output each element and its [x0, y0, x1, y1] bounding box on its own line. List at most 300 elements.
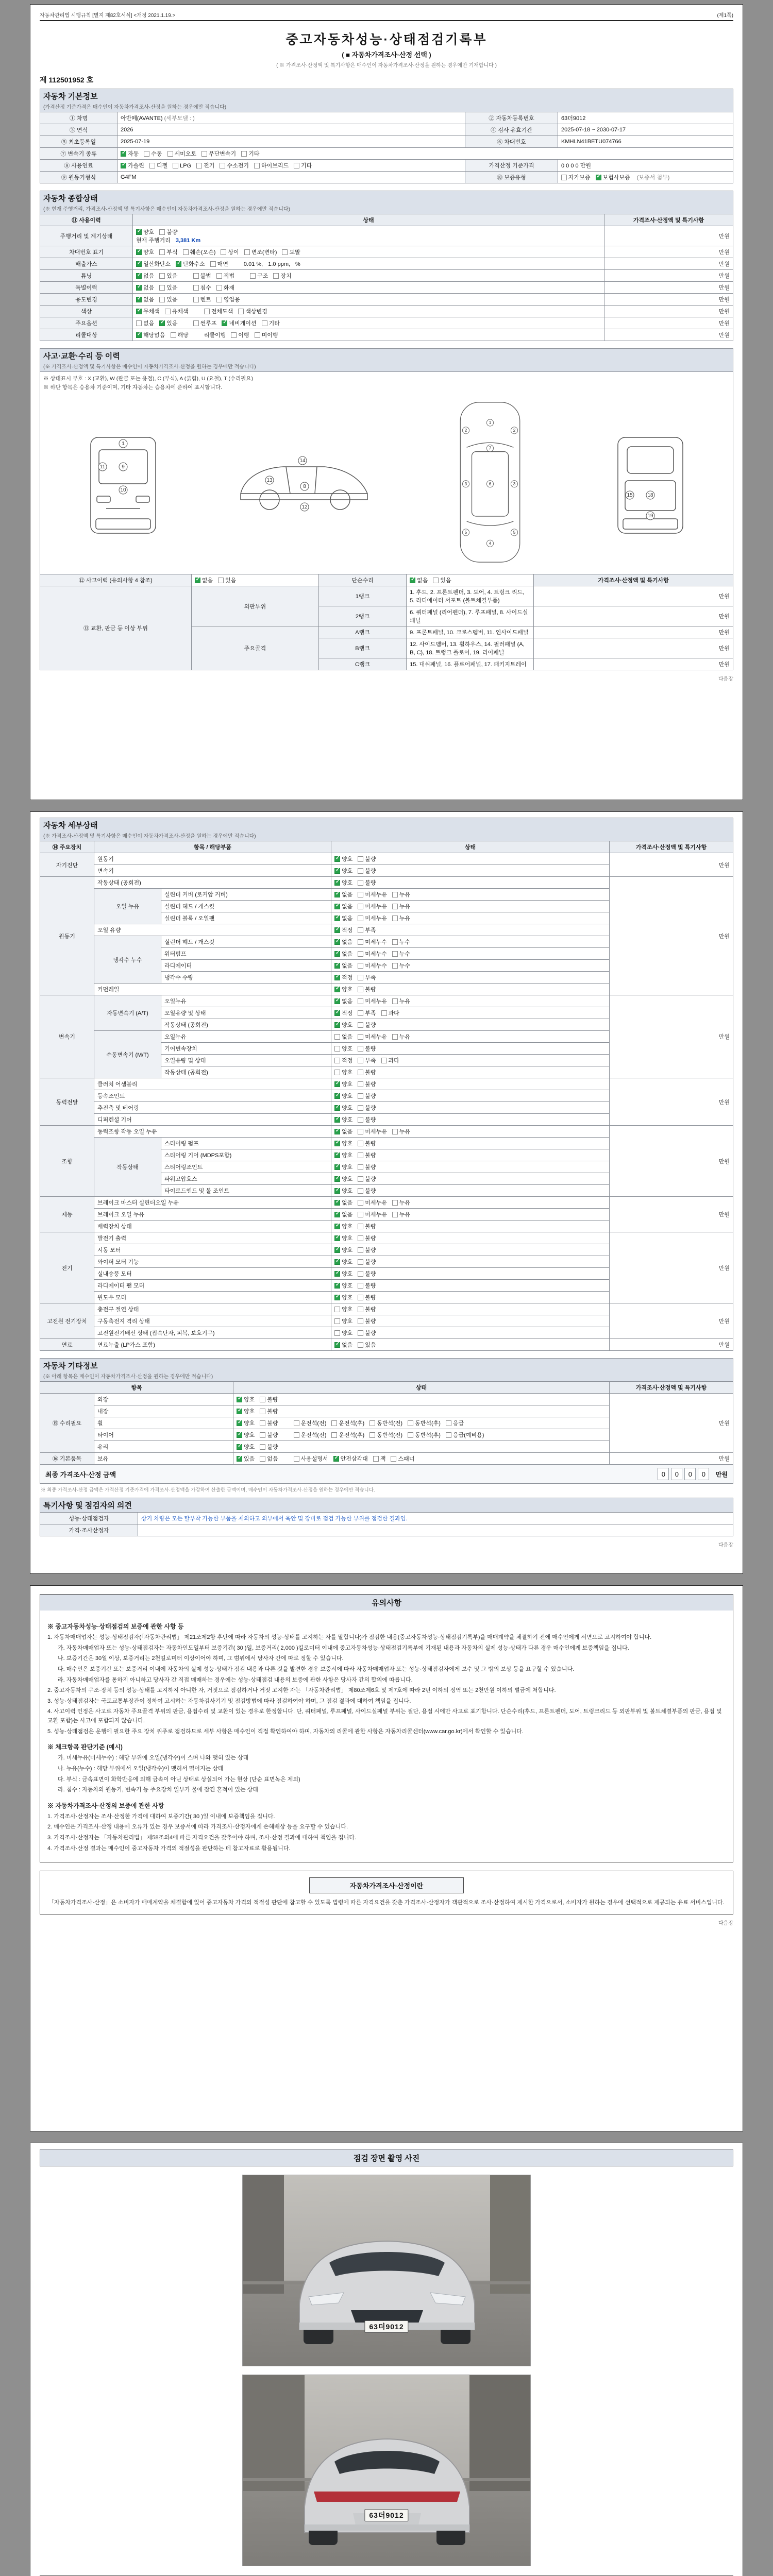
option-수소전기[interactable]: 수소전기 — [220, 161, 249, 170]
checkbox-checked-icon[interactable] — [334, 1212, 340, 1217]
checkbox-unchecked-icon[interactable] — [262, 320, 267, 326]
checkbox-checked-icon[interactable] — [334, 963, 340, 969]
option-미이행[interactable]: 미이행 — [255, 331, 278, 339]
option-구조[interactable]: 구조 — [250, 272, 268, 280]
checkbox-unchecked-icon[interactable] — [369, 1420, 375, 1426]
option-부족[interactable]: 부족 — [358, 1056, 376, 1064]
option-양호[interactable]: ✓양호 — [136, 228, 154, 236]
option-불량[interactable]: 불량 — [358, 855, 376, 863]
option-없음[interactable]: ✓ 없음 — [334, 1341, 352, 1349]
option-무단변속기[interactable]: 무단변속기 — [201, 149, 236, 158]
checkbox-checked-icon[interactable] — [334, 1022, 340, 1028]
checkbox-checked-icon[interactable] — [333, 1456, 339, 1462]
checkbox-unchecked-icon[interactable] — [294, 1420, 299, 1426]
checkbox-unchecked-icon[interactable] — [159, 285, 165, 291]
checkbox-checked-icon[interactable] — [222, 320, 227, 326]
option-양호[interactable]: ✓ 양호 — [334, 1258, 352, 1266]
checkbox-checked-icon[interactable] — [121, 151, 126, 157]
checkbox-checked-icon[interactable] — [159, 320, 165, 326]
checkbox-unchecked-icon[interactable] — [392, 1129, 398, 1134]
option-안전삼각대[interactable]: ✓ 안전삼각대 — [333, 1454, 368, 1463]
option-불량[interactable]: 불량 — [260, 1443, 278, 1451]
checkbox-unchecked-icon[interactable] — [392, 1200, 398, 1206]
option-운전석(전)[interactable]: 운전석(전) — [294, 1419, 327, 1427]
option-응급(예비용)[interactable]: 응급(예비용) — [446, 1431, 484, 1439]
option-전체도색[interactable]: 전체도색 — [204, 307, 233, 315]
option-누유[interactable]: 누유 — [392, 1127, 410, 1136]
option-잭[interactable]: 잭 — [373, 1454, 386, 1463]
checkbox-unchecked-icon[interactable] — [331, 1432, 337, 1438]
checkbox-checked-icon[interactable] — [334, 1224, 340, 1229]
checkbox-unchecked-icon[interactable] — [561, 175, 567, 180]
option-없음[interactable]: ✓ 없음 — [195, 576, 213, 584]
option-없음[interactable]: ✓ 없음 — [334, 1127, 352, 1136]
option-불량[interactable]: 불량 — [260, 1395, 278, 1403]
option-기타[interactable]: 기타 — [294, 161, 312, 170]
option-있음[interactable]: ✓ 있음 — [159, 319, 177, 327]
checkbox-unchecked-icon[interactable] — [358, 1212, 363, 1217]
checkbox-unchecked-icon[interactable] — [334, 1070, 340, 1075]
checkbox-unchecked-icon[interactable] — [433, 578, 439, 583]
option-도말[interactable]: 도말 — [282, 248, 300, 256]
option-없음[interactable]: ✓ 없음 — [334, 950, 352, 958]
option-부족[interactable]: 부족 — [358, 926, 376, 934]
checkbox-unchecked-icon[interactable] — [260, 1397, 265, 1402]
option-탄화수소[interactable]: ✓ 탄화수소 — [176, 260, 205, 268]
checkbox-checked-icon[interactable] — [596, 175, 601, 180]
option-없음[interactable]: ✓ 없음 — [334, 902, 352, 910]
option-미세누유[interactable]: 미세누유 — [358, 890, 387, 899]
checkbox-unchecked-icon[interactable] — [381, 1010, 387, 1016]
option-없음[interactable]: ✓ 없음 — [136, 272, 154, 280]
option-양호[interactable]: ✓ 양호 — [237, 1407, 255, 1415]
checkbox-unchecked-icon[interactable] — [216, 297, 222, 302]
option-양호[interactable]: ✓ 양호 — [334, 1115, 352, 1124]
option-불량[interactable]: 불량 — [358, 1163, 376, 1171]
checkbox-unchecked-icon[interactable] — [358, 1330, 363, 1336]
option-응급[interactable]: 응급 — [446, 1419, 464, 1427]
option-침수[interactable]: 침수 — [193, 283, 211, 292]
option-양호[interactable]: ✓ 양호 — [334, 1151, 352, 1159]
checkbox-unchecked-icon[interactable] — [358, 1235, 363, 1241]
option-누유[interactable]: 누유 — [392, 997, 410, 1005]
checkbox-unchecked-icon[interactable] — [358, 1164, 363, 1170]
option-기타[interactable]: 기타 — [262, 319, 280, 327]
checkbox-unchecked-icon[interactable] — [358, 1259, 363, 1265]
option-양호[interactable]: ✓ 양호 — [237, 1443, 255, 1451]
checkbox-unchecked-icon[interactable] — [221, 249, 226, 255]
option-없음[interactable]: 없음 — [136, 319, 154, 327]
checkbox-unchecked-icon[interactable] — [381, 1058, 387, 1063]
checkbox-unchecked-icon[interactable] — [358, 880, 363, 886]
checkbox-unchecked-icon[interactable] — [193, 320, 199, 326]
next-page-link[interactable]: 다음장 — [718, 1920, 733, 1926]
checkbox-unchecked-icon[interactable] — [149, 163, 155, 168]
option-해당없음[interactable]: ✓ 해당없음 — [136, 331, 165, 339]
checkbox-unchecked-icon[interactable] — [144, 151, 149, 157]
option-미세누수[interactable]: 미세누수 — [358, 938, 387, 946]
option-없음[interactable]: ✓ 없음 — [334, 938, 352, 946]
checkbox-unchecked-icon[interactable] — [193, 273, 199, 279]
option-훼손(오손)[interactable]: 훼손(오손) — [183, 248, 216, 256]
option-양호[interactable]: ✓ 양호 — [334, 855, 352, 863]
option-양호[interactable]: ✓ 양호 — [334, 1080, 352, 1088]
checkbox-unchecked-icon[interactable] — [358, 1188, 363, 1194]
checkbox-unchecked-icon[interactable] — [358, 868, 363, 874]
option-미세누수[interactable]: 미세누수 — [358, 961, 387, 970]
option-과다[interactable]: 과다 — [381, 1009, 399, 1017]
option-불량[interactable]: 불량 — [159, 228, 177, 236]
option-동반석(후)[interactable]: 동반석(후) — [408, 1431, 441, 1439]
option-불량[interactable]: 불량 — [358, 1175, 376, 1183]
checkbox-unchecked-icon[interactable] — [201, 151, 207, 157]
checkbox-unchecked-icon[interactable] — [358, 963, 363, 969]
checkbox-unchecked-icon[interactable] — [255, 332, 260, 338]
checkbox-unchecked-icon[interactable] — [446, 1420, 451, 1426]
checkbox-unchecked-icon[interactable] — [392, 916, 398, 921]
checkbox-checked-icon[interactable] — [334, 1295, 340, 1300]
option-누수[interactable]: 누수 — [392, 950, 410, 958]
option-미세누유[interactable]: 미세누유 — [358, 1127, 387, 1136]
checkbox-checked-icon[interactable] — [334, 1153, 340, 1158]
option-양호[interactable]: ✓ 양호 — [237, 1419, 255, 1427]
checkbox-unchecked-icon[interactable] — [358, 951, 363, 957]
checkbox-unchecked-icon[interactable] — [358, 892, 363, 897]
option-없음[interactable]: ✓ 없음 — [334, 914, 352, 922]
checkbox-unchecked-icon[interactable] — [254, 163, 260, 168]
checkbox-unchecked-icon[interactable] — [358, 1224, 363, 1229]
option-양호[interactable]: 양호 — [334, 1044, 352, 1053]
checkbox-unchecked-icon[interactable] — [238, 309, 244, 314]
checkbox-checked-icon[interactable] — [237, 1444, 242, 1450]
option-불량[interactable]: 불량 — [358, 1080, 376, 1088]
checkbox-checked-icon[interactable] — [334, 904, 340, 909]
option-불법[interactable]: 불법 — [193, 272, 211, 280]
checkbox-unchecked-icon[interactable] — [136, 320, 142, 326]
option-유채색[interactable]: 유채색 — [165, 307, 189, 315]
checkbox-unchecked-icon[interactable] — [196, 163, 202, 168]
option-스패너[interactable]: 스패너 — [391, 1454, 414, 1463]
checkbox-unchecked-icon[interactable] — [392, 904, 398, 909]
option-영업용[interactable]: 영업용 — [216, 295, 240, 303]
option-보험사보증[interactable]: ✓ 보험사보증 — [596, 173, 630, 181]
checkbox-unchecked-icon[interactable] — [216, 273, 222, 279]
option-변조(변타)[interactable]: 변조(변타) — [244, 248, 277, 256]
option-불량[interactable]: 불량 — [260, 1431, 278, 1439]
checkbox-unchecked-icon[interactable] — [358, 1342, 363, 1348]
option-부식[interactable]: 부식 — [159, 248, 177, 256]
checkbox-unchecked-icon[interactable] — [446, 1432, 451, 1438]
checkbox-unchecked-icon[interactable] — [358, 1117, 363, 1123]
option-불량[interactable]: 불량 — [260, 1419, 278, 1427]
option-누유[interactable]: 누유 — [392, 1032, 410, 1041]
checkbox-unchecked-icon[interactable] — [358, 1010, 363, 1016]
checkbox-unchecked-icon[interactable] — [159, 249, 165, 255]
option-있음[interactable]: ✓ 있음 — [237, 1454, 255, 1463]
option-누유[interactable]: 누유 — [392, 1198, 410, 1207]
checkbox-unchecked-icon[interactable] — [260, 1432, 265, 1438]
checkbox-unchecked-icon[interactable] — [358, 856, 363, 862]
checkbox-checked-icon[interactable] — [334, 927, 340, 933]
checkbox-unchecked-icon[interactable] — [204, 309, 210, 314]
option-누유[interactable]: 누유 — [392, 1210, 410, 1218]
checkbox-unchecked-icon[interactable] — [408, 1432, 413, 1438]
checkbox-unchecked-icon[interactable] — [358, 939, 363, 945]
option-네비게이션[interactable]: ✓ 네비게이션 — [222, 319, 256, 327]
option-불량[interactable]: 불량 — [358, 878, 376, 887]
checkbox-checked-icon[interactable] — [195, 578, 200, 583]
option-불량[interactable]: 불량 — [358, 1269, 376, 1278]
option-무채색[interactable]: ✓ 무채색 — [136, 307, 160, 315]
checkbox-checked-icon[interactable] — [334, 868, 340, 874]
checkbox-unchecked-icon[interactable] — [369, 1432, 375, 1438]
option-미세누유[interactable]: 미세누유 — [358, 1198, 387, 1207]
checkbox-checked-icon[interactable] — [334, 1271, 340, 1277]
checkbox-checked-icon[interactable] — [334, 880, 340, 886]
checkbox-unchecked-icon[interactable] — [358, 1307, 363, 1312]
checkbox-unchecked-icon[interactable] — [294, 163, 299, 168]
checkbox-unchecked-icon[interactable] — [241, 151, 247, 157]
checkbox-unchecked-icon[interactable] — [260, 1409, 265, 1414]
checkbox-unchecked-icon[interactable] — [334, 1318, 340, 1324]
option-동반석(전)[interactable]: 동반석(전) — [369, 1431, 402, 1439]
checkbox-checked-icon[interactable] — [237, 1432, 242, 1438]
checkbox-checked-icon[interactable] — [334, 951, 340, 957]
checkbox-unchecked-icon[interactable] — [334, 1058, 340, 1063]
checkbox-checked-icon[interactable] — [334, 1235, 340, 1241]
option-전기[interactable]: 전기 — [196, 161, 214, 170]
option-이행[interactable]: 이행 — [231, 331, 249, 339]
checkbox-unchecked-icon[interactable] — [159, 273, 165, 279]
checkbox-checked-icon[interactable] — [136, 332, 142, 338]
checkbox-unchecked-icon[interactable] — [358, 1176, 363, 1182]
option-불량[interactable]: 불량 — [358, 1068, 376, 1076]
checkbox-unchecked-icon[interactable] — [334, 1330, 340, 1336]
checkbox-unchecked-icon[interactable] — [220, 163, 225, 168]
checkbox-unchecked-icon[interactable] — [183, 249, 189, 255]
checkbox-unchecked-icon[interactable] — [358, 1200, 363, 1206]
checkbox-unchecked-icon[interactable] — [273, 273, 279, 279]
checkbox-checked-icon[interactable] — [136, 261, 142, 267]
checkbox-checked-icon[interactable] — [334, 1283, 340, 1289]
checkbox-unchecked-icon[interactable] — [193, 297, 199, 302]
checkbox-unchecked-icon[interactable] — [358, 1141, 363, 1146]
option-불량[interactable]: 불량 — [358, 1329, 376, 1337]
option-적정[interactable]: ✓ 적정 — [334, 1009, 352, 1017]
checkbox-checked-icon[interactable] — [334, 939, 340, 945]
option-양호[interactable]: ✓ 양호 — [334, 1269, 352, 1278]
checkbox-unchecked-icon[interactable] — [173, 163, 178, 168]
checkbox-checked-icon[interactable] — [334, 975, 340, 980]
option-누수[interactable]: 누수 — [392, 938, 410, 946]
checkbox-unchecked-icon[interactable] — [358, 1081, 363, 1087]
option-불량[interactable]: 불량 — [358, 1021, 376, 1029]
checkbox-unchecked-icon[interactable] — [358, 1318, 363, 1324]
option-양호[interactable]: ✓ 양호 — [334, 867, 352, 875]
checkbox-unchecked-icon[interactable] — [358, 1070, 363, 1075]
option-양호[interactable]: ✓ 양호 — [334, 985, 352, 993]
option-있음[interactable]: 있음 — [159, 283, 177, 292]
checkbox-checked-icon[interactable] — [334, 1081, 340, 1087]
option-상이[interactable]: 상이 — [221, 248, 239, 256]
option-불량[interactable]: 불량 — [358, 1246, 376, 1254]
option-양호[interactable]: ✓ 양호 — [334, 878, 352, 887]
option-양호[interactable]: ✓ 양호 — [237, 1431, 255, 1439]
checkbox-unchecked-icon[interactable] — [358, 1129, 363, 1134]
checkbox-unchecked-icon[interactable] — [231, 332, 237, 338]
option-없음[interactable]: ✓ 없음 — [334, 890, 352, 899]
option-운전석(후)[interactable]: 운전석(후) — [331, 1419, 364, 1427]
option-적정[interactable]: 적정 — [334, 1056, 352, 1064]
option-없음[interactable]: ✓ 없음 — [410, 576, 428, 584]
checkbox-unchecked-icon[interactable] — [358, 1271, 363, 1277]
checkbox-unchecked-icon[interactable] — [294, 1432, 299, 1438]
option-없음[interactable]: ✓ 없음 — [136, 283, 154, 292]
checkbox-unchecked-icon[interactable] — [244, 249, 250, 255]
checkbox-checked-icon[interactable] — [136, 297, 142, 302]
option-불량[interactable]: 불량 — [358, 1139, 376, 1147]
checkbox-checked-icon[interactable] — [334, 1010, 340, 1016]
option-운전석(전)[interactable]: 운전석(전) — [294, 1431, 327, 1439]
option-미세누유[interactable]: 미세누유 — [358, 1032, 387, 1041]
checkbox-checked-icon[interactable] — [136, 229, 142, 235]
checkbox-checked-icon[interactable] — [237, 1397, 242, 1402]
option-불량[interactable]: 불량 — [358, 1234, 376, 1242]
checkbox-unchecked-icon[interactable] — [165, 309, 171, 314]
checkbox-unchecked-icon[interactable] — [358, 1247, 363, 1253]
checkbox-checked-icon[interactable] — [121, 163, 126, 168]
checkbox-unchecked-icon[interactable] — [392, 963, 398, 969]
option-미세누유[interactable]: 미세누유 — [358, 902, 387, 910]
option-LPG[interactable]: LPG — [173, 163, 191, 169]
option-자동[interactable]: ✓ 자동 — [121, 149, 139, 158]
option-양호[interactable]: ✓ 양호 — [237, 1395, 255, 1403]
checkbox-unchecked-icon[interactable] — [260, 1420, 265, 1426]
option-동반석(후)[interactable]: 동반석(후) — [408, 1419, 441, 1427]
next-page-link[interactable]: 다음장 — [718, 1543, 733, 1548]
option-기타[interactable]: 기타 — [241, 149, 259, 158]
option-양호[interactable]: ✓ 양호 — [334, 1092, 352, 1100]
option-양호[interactable]: ✓ 양호 — [334, 1139, 352, 1147]
checkbox-unchecked-icon[interactable] — [159, 297, 165, 302]
option-적정[interactable]: ✓ 적정 — [334, 973, 352, 981]
checkbox-unchecked-icon[interactable] — [358, 1058, 363, 1063]
checkbox-checked-icon[interactable] — [136, 285, 142, 291]
option-불량[interactable]: 불량 — [358, 867, 376, 875]
checkbox-checked-icon[interactable] — [410, 578, 415, 583]
option-불량[interactable]: 불량 — [358, 1281, 376, 1290]
option-양호[interactable]: ✓ 양호 — [334, 1234, 352, 1242]
checkbox-checked-icon[interactable] — [136, 249, 142, 255]
option-디젤[interactable]: 디젤 — [149, 161, 167, 170]
option-있음[interactable]: 있음 — [218, 576, 236, 584]
option-양호[interactable]: ✓ 양호 — [334, 1104, 352, 1112]
checkbox-unchecked-icon[interactable] — [171, 332, 176, 338]
option-장치[interactable]: 장치 — [273, 272, 291, 280]
checkbox-unchecked-icon[interactable] — [331, 1420, 337, 1426]
option-불량[interactable]: 불량 — [358, 1044, 376, 1053]
option-동반석(전)[interactable]: 동반석(전) — [369, 1419, 402, 1427]
checkbox-unchecked-icon[interactable] — [358, 1153, 363, 1158]
option-양호[interactable]: ✓ 양호 — [334, 1246, 352, 1254]
checkbox-unchecked-icon[interactable] — [193, 285, 199, 291]
option-없음[interactable]: ✓ 없음 — [136, 295, 154, 303]
checkbox-unchecked-icon[interactable] — [358, 1105, 363, 1111]
checkbox-unchecked-icon[interactable] — [358, 1022, 363, 1028]
option-불량[interactable]: 불량 — [358, 1305, 376, 1313]
checkbox-unchecked-icon[interactable] — [282, 249, 288, 255]
checkbox-checked-icon[interactable] — [334, 916, 340, 921]
option-매연[interactable]: 매연 — [210, 260, 228, 268]
checkbox-unchecked-icon[interactable] — [334, 1307, 340, 1312]
checkbox-unchecked-icon[interactable] — [216, 285, 222, 291]
checkbox-unchecked-icon[interactable] — [358, 975, 363, 980]
option-미세누수[interactable]: 미세누수 — [358, 950, 387, 958]
checkbox-unchecked-icon[interactable] — [358, 1034, 363, 1040]
checkbox-checked-icon[interactable] — [334, 1342, 340, 1348]
option-불량[interactable]: 불량 — [358, 1317, 376, 1325]
option-없음[interactable]: ✓ 없음 — [334, 961, 352, 970]
option-화재[interactable]: 화재 — [216, 283, 234, 292]
checkbox-unchecked-icon[interactable] — [358, 1093, 363, 1099]
option-적법[interactable]: 적법 — [216, 272, 234, 280]
checkbox-checked-icon[interactable] — [136, 273, 142, 279]
option-있음[interactable]: 있음 — [358, 1341, 376, 1349]
checkbox-unchecked-icon[interactable] — [210, 261, 216, 267]
option-없음[interactable]: ✓ 없음 — [334, 997, 352, 1005]
next-page-link[interactable]: 다음장 — [718, 676, 733, 682]
checkbox-unchecked-icon[interactable] — [358, 916, 363, 921]
checkbox-checked-icon[interactable] — [334, 856, 340, 862]
checkbox-unchecked-icon[interactable] — [408, 1420, 413, 1426]
checkbox-unchecked-icon[interactable] — [358, 904, 363, 909]
option-양호[interactable]: ✓ 양호 — [334, 1222, 352, 1230]
option-하이브리드[interactable]: 하이브리드 — [254, 161, 289, 170]
option-적정[interactable]: ✓ 적정 — [334, 926, 352, 934]
option-불량[interactable]: 불량 — [358, 1104, 376, 1112]
checkbox-unchecked-icon[interactable] — [392, 998, 398, 1004]
option-양호[interactable]: 양호 — [334, 1068, 352, 1076]
option-있음[interactable]: 있음 — [159, 272, 177, 280]
option-있음[interactable]: 있음 — [159, 295, 177, 303]
option-일산화탄소[interactable]: ✓ 일산화탄소 — [136, 260, 171, 268]
checkbox-unchecked-icon[interactable] — [358, 1295, 363, 1300]
option-양호[interactable]: ✓ 양호 — [334, 1175, 352, 1183]
checkbox-checked-icon[interactable] — [334, 987, 340, 992]
checkbox-checked-icon[interactable] — [237, 1456, 242, 1462]
option-불량[interactable]: 불량 — [358, 1222, 376, 1230]
option-렌트[interactable]: 렌트 — [193, 295, 211, 303]
checkbox-unchecked-icon[interactable] — [250, 273, 256, 279]
option-불량[interactable]: 불량 — [358, 1151, 376, 1159]
checkbox-checked-icon[interactable] — [334, 1188, 340, 1194]
checkbox-unchecked-icon[interactable] — [392, 892, 398, 897]
option-미세누유[interactable]: 미세누유 — [358, 914, 387, 922]
option-누수[interactable]: 누수 — [392, 961, 410, 970]
checkbox-unchecked-icon[interactable] — [167, 151, 173, 157]
checkbox-checked-icon[interactable] — [334, 998, 340, 1004]
option-양호[interactable]: ✓ 양호 — [334, 1021, 352, 1029]
option-양호[interactable]: ✓ 양호 — [334, 1163, 352, 1171]
option-불량[interactable]: 불량 — [358, 1115, 376, 1124]
checkbox-unchecked-icon[interactable] — [294, 1456, 299, 1462]
option-수동[interactable]: 수동 — [144, 149, 162, 158]
checkbox-unchecked-icon[interactable] — [392, 939, 398, 945]
option-양호[interactable]: 양호 — [334, 1305, 352, 1313]
checkbox-unchecked-icon[interactable] — [334, 1046, 340, 1052]
checkbox-unchecked-icon[interactable] — [373, 1456, 379, 1462]
option-불량[interactable]: 불량 — [358, 985, 376, 993]
